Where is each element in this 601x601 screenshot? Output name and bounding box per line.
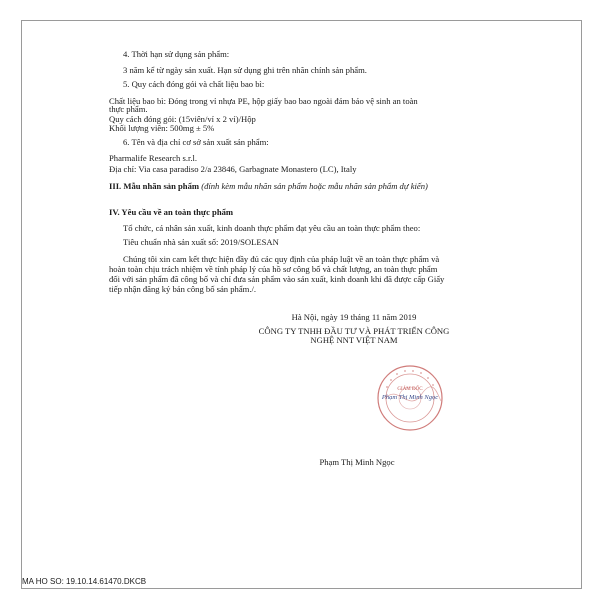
section-safety-heading: IV. Yêu cầu về an toàn thực phẩm (109, 207, 234, 217)
company-name-line2: NGHỆ NNT VIỆT NAM (310, 335, 398, 345)
footer-code: MA HO SO: 19.10.14.61470.DKCB (22, 577, 147, 586)
safety-line2: Tiêu chuẩn nhà sản xuất số: 2019/SOLESAN (123, 237, 279, 247)
document-page (21, 20, 582, 589)
signature-date: Hà Nội, ngày 19 tháng 11 năm 2019 (291, 312, 417, 322)
safety-line1: Tổ chức, cá nhân sản xuất, kinh doanh thực phẩm đạt yêu cầu an toàn thực phẩm theo: (123, 223, 421, 233)
commitment-line1: Chúng tôi xin cam kết thực hiện đầy đủ các quy định của pháp luật về an toàn thực phẩm và (123, 254, 440, 264)
section-label-line (109, 181, 428, 191)
commitment-line4: tiếp nhận đăng ký bản công bố sản phẩm./. (109, 284, 257, 294)
item5-material-line1: Chất liệu bao bì: Đóng trong vỉ nhựa PE, hộp giấy bao bao ngoài đảm bảo vệ sinh an toàn (109, 96, 418, 106)
item6-address: Địa chỉ: Via casa paradiso 2/a 23846, Garbagnate Monastero (LC), Italy (109, 164, 357, 174)
section-label-heading: III. Mẫu nhãn sản phẩm (109, 181, 200, 191)
item5-title: 5. Quy cách đóng gói và chất liệu bao bì: (123, 79, 265, 89)
item5-packing: Quy cách đóng gói: (15viên/vỉ x 2 vỉ)/Hộp (109, 114, 256, 124)
item5-weight: Khối lượng viên: 500mg ± 5% (109, 123, 215, 133)
commitment-line2: hoàn toàn chịu trách nhiệm về tính pháp lý của hồ sơ công bố và chất lượng, an toàn thực phẩm (109, 264, 438, 274)
section-label-note: (đính kèm mẫu nhãn sản phẩm hoặc mẫu nhãn sản phẩm dự kiến) (201, 181, 428, 191)
stamp-signature: Phạm Thị Minh Ngọc (381, 394, 439, 401)
item6-title: 6. Tên và địa chỉ cơ sở sản xuất sản phẩm: (123, 137, 269, 147)
item5-material-line2: thực phẩm. (109, 104, 148, 114)
stamp-title: GIÁM ĐỐC (397, 387, 423, 392)
commitment-line3: đối với sản phẩm đã công bố và chỉ đưa sản phẩm vào sản xuất, kinh doanh khi đã được cấp Giấy (109, 274, 445, 284)
item6-name: Pharmalife Research s.r.l. (109, 153, 198, 163)
item4-text: 3 năm kể từ ngày sản xuất. Hạn sử dụng ghi trên nhãn chính sản phẩm. (123, 65, 367, 75)
item4-title: 4. Thời hạn sử dụng sản phẩm: (123, 49, 230, 59)
company-name-line1: CÔNG TY TNHH ĐẦU TƯ VÀ PHÁT TRIỂN CÔNG (258, 326, 450, 336)
signer-name: Phạm Thị Minh Ngọc (319, 457, 395, 467)
stamp-ring-text (386, 370, 434, 388)
